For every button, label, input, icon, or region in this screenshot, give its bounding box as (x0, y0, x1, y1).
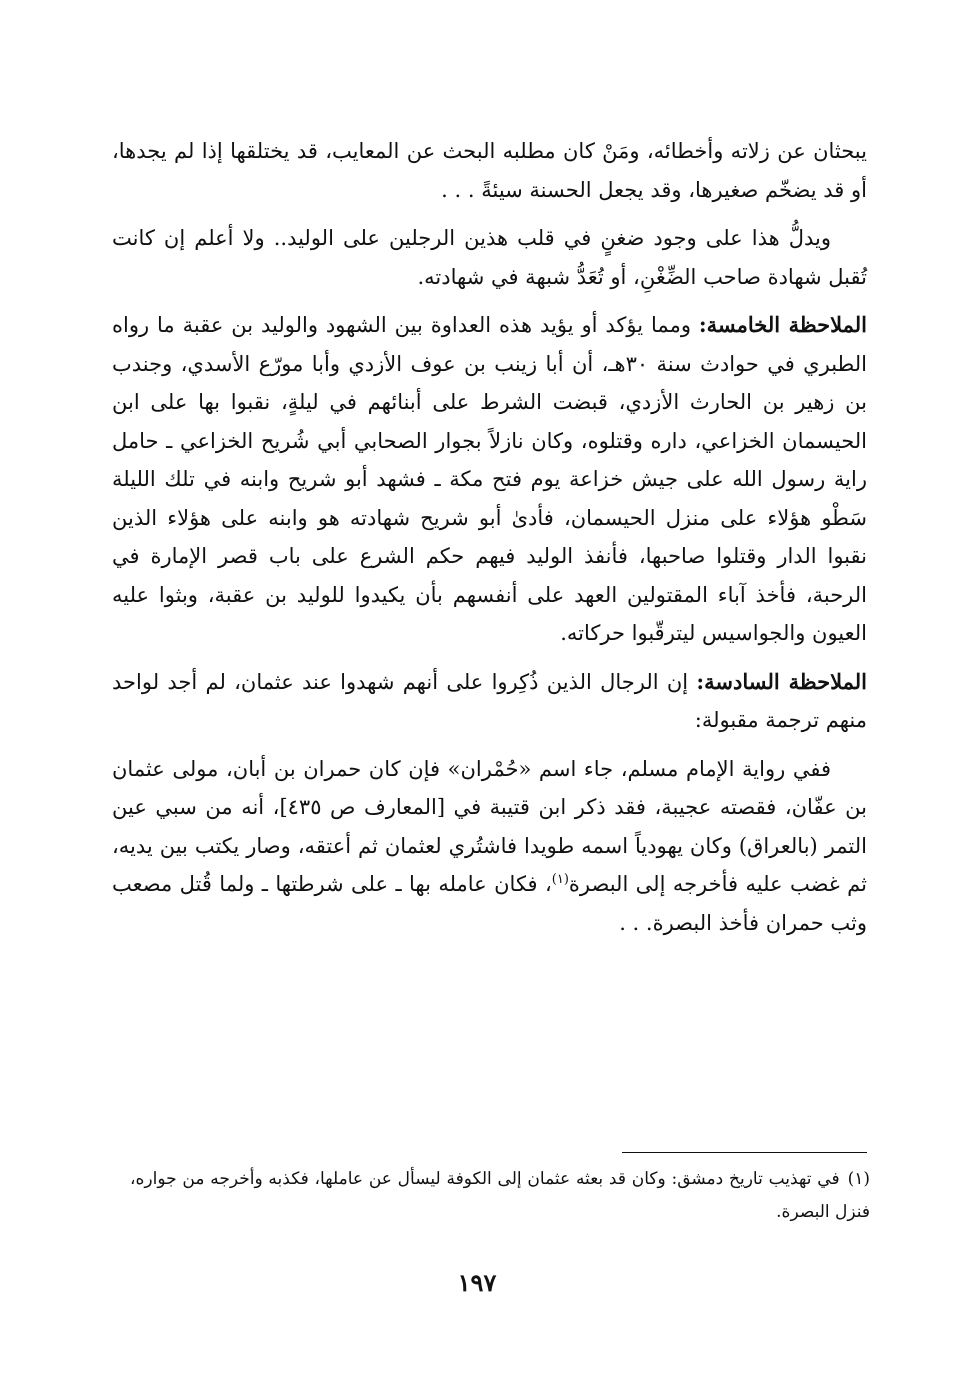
paragraph-2 (112, 219, 867, 296)
paragraph-1 (112, 132, 867, 209)
footnote (130, 1163, 870, 1229)
page-number: ١٩٧ (457, 1268, 497, 1297)
paragraph-4-text: إن الرجال الذين ذُكِروا على أنهم شهدوا عند عثمان، لم أجد لواحد منهم ترجمة مقبولة: (112, 669, 867, 732)
main-text (112, 132, 867, 952)
paragraph-5-text: ففي رواية الإمام مسلم، جاء اسم «حُمْران» فإن كان حمران بن أبان، مولى عثمان بن عفّان، فقصته عجيبة، فقد ذكر ابن قتيبة في [المعارف ص ٤٣٥]، أنه من سبي عين التمر (بالعراق) وكان يهودياً اسمه طويدا فاشتُري لعثمان ثم أعتقه، وصار يكتب بين يديه، ثم غضب عليه فأخرجه إلى البصرة (112, 756, 867, 896)
paragraph-2-text: ويدلُّ هذا على وجود ضغنٍ في قلب هذين الرجلين على الوليد.. ولا أعلم إن كانت تُقبل شهادة صاحب الضِّغْنِ، أو تُعَدُّ شبهة في شهادته. (112, 226, 867, 289)
paragraph-4-title: الملاحظة السادسة: (696, 668, 867, 694)
paragraph-5 (112, 750, 867, 943)
footnote-divider (622, 1152, 867, 1153)
paragraph-5-text-after: ، فكان عامله بها ـ على شرطتها ـ ولما قُتل مصعب وثب حمران فأخذ البصرة. . . (112, 872, 867, 935)
paragraph-3-title: الملاحظة الخامسة: (698, 312, 867, 337)
footnote-text: في تهذيب تاريخ دمشق: وكان قد بعثه عثمان إلى الكوفة ليسأل عن عاملها، فكذبه وأخرجه من جواره، فنزل البصرة. (130, 1169, 870, 1222)
footnote-number: (١) (847, 1169, 870, 1189)
footnote-reference[interactable]: (١) (551, 872, 569, 887)
paragraph-4 (112, 663, 867, 740)
paragraph-1-text: يبحثان عن زلاته وأخطائه، ومَنْ كان مطلبه البحث عن المعايب، قد يختلقها إذا لم يجدها، أو قد يضخّم صغيرها، وقد يجعل الحسنة سيئةً . . . (112, 139, 867, 202)
paragraph-3 (112, 306, 867, 653)
paragraph-3-text: ومما يؤكد أو يؤيد هذه العداوة بين الشهود والوليد بن عقبة ما رواه الطبري في حوادث سنة ٣٠هـ، أن أبا زينب بن عوف الأزدي وأبا مورّع الأسدي، وجندب بن زهير بن الحارث الأزدي، قبضت الشرط على أبنائهم في ليلةٍ، نقبوا بها على ابن الحيسمان الخزاعي، داره وقتلوه، وكان نازلاً بجوار الصحابي أبي شُريح الخزاعي ـ حامل راية رسول الله على جيش خزاعة يوم فتح مكة ـ فشهد أبو شريح وابنه في تلك الليلة سَطْو هؤلاء على منزل الحيسمان، فأدىٰ أبو شريح شهادته هو وابنه على هؤلاء الذين نقبوا الدار وقتلوا صاحبها، فأنفذ الوليد فيهم حكم الشرع على باب قصر الإمارة في الرحبة، فأخذ آباء المقتولين العهد على أنفسهم بأن يكيدوا للوليد بن عقبة، وبثوا عليه العيون والجواسيس ليترقّبوا حركاته. (112, 313, 867, 645)
